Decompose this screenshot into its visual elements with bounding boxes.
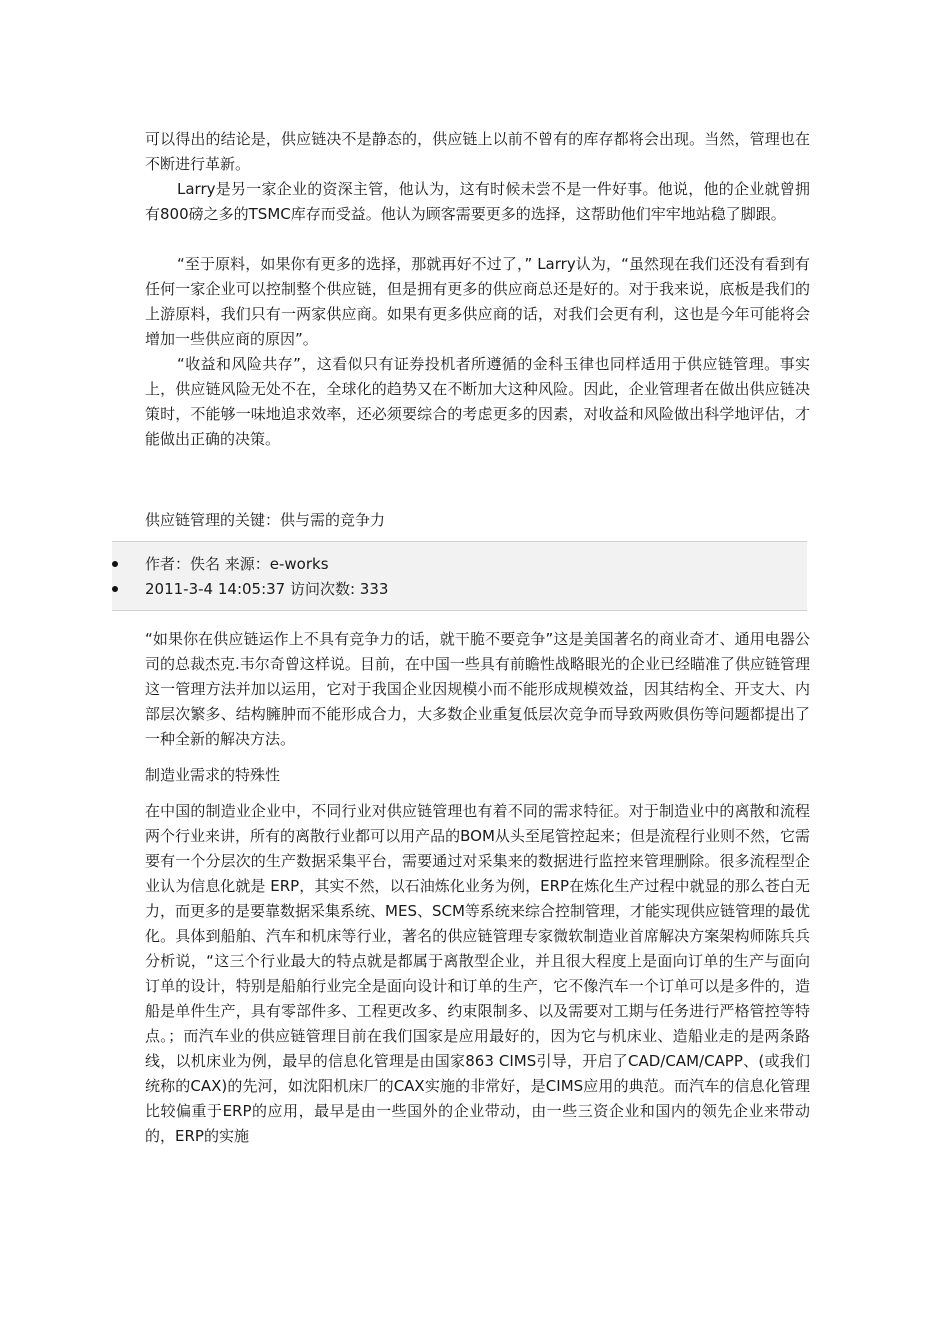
paragraph-raw-materials: “至于原料，如果你有更多的选择，那就再好不过了，” Larry认为，“虽然现在我们还没有看到有任何一家企业可以控制整个供应链，但是拥有更多的供应商总还是好的。对于我来说，底板是我们的上游原料，我们只有一两家供应商。如果有更多供应商的话，对我们会更有利，这也是今年可能将会增加一些供应商的原因”。	[145, 255, 810, 348]
paragraph-conclusion: 可以得出的结论是，供应链决不是静态的，供应链上以前不曾有的库存都将会出现。当然，管理也在不断进行革新。	[145, 130, 810, 173]
paragraph-larry: Larry是另一家企业的资深主管，他认为，这有时候未尝不是一件好事。他说，他的企业就曾拥有800磅之多的TSMC库存而受益。他认为顾客需要更多的选择，这帮助他们牢牢地站稳了脚跟。	[145, 180, 810, 223]
bullet-icon	[112, 586, 118, 592]
section-body: 在中国的制造业企业中，不同行业对供应链管理也有着不同的需求特征。对于制造业中的离散和流程两个行业来讲，所有的离散行业都可以用产品的BOM从头至尾管控起来；但是流程行业则不然，它需要有一个分层次的生产数据采集平台，需要通过对采集来的数据进行监控来管理删除。很多流程型企业认为信息化就是 ERP，其实不然，以石油炼化业务为例，ERP在炼化生产过程中就显的那么苍白无力，而更多的是要靠数据采集系统、MES、SCM等系统来综合控制管理，才能实现供应链管理的最优化。具体到船舶、汽车和机床等行业，著名的供应链管理专家微软制造业首席解决方案架构师陈兵兵分析说，“这三个行业最大的特点就是都属于离散型企业，并且很大程度上是面向订单的生产与面向订单的设计，特别是船舶行业完全是面向设计和订单的生产，它不像汽车一个订单可以是多件的，造船是单件生产，具有零部件多、工程更改多、约束限制多、以及需要对工期与任务进行严格管控等特点。；而汽车业的供应链管理目前在我们国家是应用最好的，因为它与机床业、造船业走的是两条路线，以机床业为例，最早的信息化管理是由国家863 CIMS引导，开启了CAD/CAM/CAPP、(或我们统称的CAX)的先河，如沈阳机床厂的CAX实施的非常好，是CIMS应用的典范。而汽车的信息化管理比较偏重于ERP的应用，最早是由一些国外的企业带动，由一些三资企业和国内的领先企业来带动的，ERP的实施	[145, 802, 810, 1145]
article-meta-box	[112, 541, 807, 611]
article-title: 供应链管理的关键：供与需的竞争力	[145, 511, 386, 529]
meta-date-item	[112, 577, 388, 602]
bullet-icon	[112, 561, 118, 567]
article-intro: “如果你在供应链运作上不具有竞争力的话，就干脆不要竞争”这是美国著名的商业奇才、通用电器公司的总裁杰克.韦尔奇曾这样说。目前，在中国一些具有前瞻性战略眼光的企业已经瞄准了供应链管理这一管理方法并加以运用，它对于我国企业因规模小而不能形成规模效益，因其结构全、开支大、内部层次繁多、结构臃肿而不能形成合力，大多数企业重复低层次竞争而导致两败俱伤等问题都提出了一种全新的解决方法。	[145, 630, 810, 748]
meta-author-source: 作者：佚名 来源：e-works	[145, 555, 329, 573]
paragraph-risk: “收益和风险共存”，这看似只有证券投机者所遵循的金科玉律也同样适用于供应链管理。事实上，供应链风险无处不在，全球化的趋势又在不断加大这种风险。因此，企业管理者在做出供应链决策时，不能够一味地追求效率，还必须要综合的考虑更多的因素，对收益和风险做出科学地评估，才能做出正确的决策。	[145, 355, 810, 448]
meta-date-views: 2011-3-4 14:05:37 访问次数: 333	[145, 580, 389, 598]
meta-author-item	[112, 552, 388, 577]
section-heading: 制造业需求的特殊性	[145, 766, 281, 784]
article-meta-list	[112, 552, 388, 602]
